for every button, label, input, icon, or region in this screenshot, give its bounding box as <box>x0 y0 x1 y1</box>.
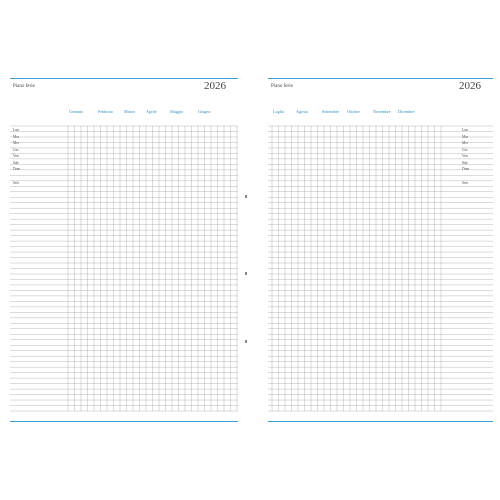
right-page <box>268 78 493 423</box>
month-label: Ottobre <box>347 109 360 114</box>
bottom-accent-line <box>268 421 493 422</box>
day-label: Mer <box>13 141 19 145</box>
day-label: Ven <box>13 154 19 158</box>
day-label: Sab <box>13 160 19 165</box>
month-label: Maggio <box>170 109 184 114</box>
day-label: Lun <box>13 128 19 132</box>
year-label: 2026 <box>204 80 226 92</box>
bottom-accent-line <box>10 421 238 422</box>
day-label: Gio <box>462 147 468 152</box>
top-accent-line <box>268 78 493 79</box>
day-label: Mar <box>13 134 19 139</box>
month-label: Aprile <box>146 109 157 114</box>
grid-lines <box>268 126 493 411</box>
month-label: Febbraio <box>98 109 113 114</box>
month-label: Novembre <box>373 109 391 114</box>
day-label: Sett. <box>462 181 469 185</box>
day-label: Lun <box>462 128 468 132</box>
page-header: Piano ferie <box>13 84 35 89</box>
grid-lines <box>10 126 238 411</box>
top-accent-line <box>10 78 238 79</box>
month-label: Luglio <box>273 109 285 114</box>
year-label: 2026 <box>459 80 481 92</box>
day-label: Dom <box>13 167 21 171</box>
day-label: Sab <box>462 160 468 165</box>
month-label: Gennaio <box>69 109 84 114</box>
page-header: Piano ferie <box>271 84 293 89</box>
day-label: Gio <box>13 147 19 152</box>
left-page <box>10 78 238 423</box>
month-label: Dicembre <box>398 109 415 114</box>
day-label: Dom <box>462 167 470 171</box>
month-label: Giugno <box>198 109 211 114</box>
day-label: Sett. <box>13 181 20 185</box>
month-label: Settembre <box>322 109 339 114</box>
month-label: Agosto <box>296 109 309 114</box>
day-label: Mer <box>462 141 468 145</box>
month-label: Marzo <box>124 109 135 114</box>
day-label: Ven <box>462 154 468 158</box>
day-label: Mar <box>462 134 468 139</box>
